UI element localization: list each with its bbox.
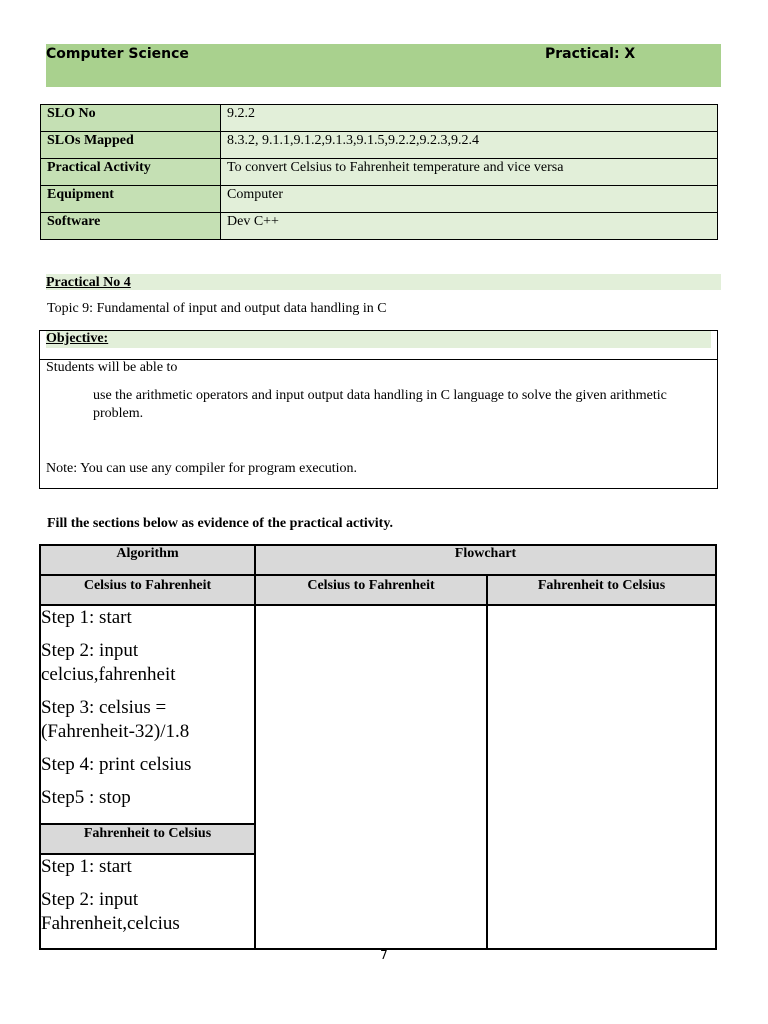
slo-table	[40, 104, 718, 240]
objective-box	[39, 330, 718, 489]
table-row	[41, 213, 718, 240]
flow-f2c-subheader: Fahrenheit to Celsius	[487, 575, 716, 605]
flowchart-f2c-area	[487, 605, 716, 949]
step-line: Step 2: input Fahrenheit,celcius	[41, 889, 180, 934]
fill-instruction: Fill the sections below as evidence of the practical activity.	[47, 516, 394, 531]
slo-key: SLOs Mapped	[41, 132, 221, 159]
slo-key: Practical Activity	[41, 159, 221, 186]
slo-key: Software	[41, 213, 221, 240]
slo-value: To convert Celsius to Fahrenheit temperature and vice versa	[221, 159, 718, 186]
table-row	[41, 105, 718, 132]
flowchart-c2f-area	[255, 605, 487, 949]
algorithm-header: Algorithm	[40, 545, 255, 575]
practical-label: Practical: X	[545, 46, 636, 62]
step-line: Step 2: input celcius,fahrenheit	[41, 640, 176, 685]
step-line: Step 1: start	[41, 607, 132, 628]
algo-f2c-subheader: Fahrenheit to Celsius	[40, 824, 255, 854]
slo-value: 9.2.2	[221, 105, 718, 132]
objective-text: use the arithmetic operators and input output data handling in C language to solve the given arithmetic problem.	[93, 388, 667, 421]
flow-c2f-subheader: Celsius to Fahrenheit	[255, 575, 487, 605]
step-line: Step 4: print celsius	[41, 754, 192, 775]
table-row	[41, 159, 718, 186]
topic-line: Topic 9: Fundamental of input and output data handling in C	[47, 301, 387, 316]
practical-number: Practical No 4	[46, 274, 721, 290]
algo-c2f-subheader: Celsius to Fahrenheit	[40, 575, 255, 605]
step-line: Step 3: celsius = (Fahrenheit-32)/1.8	[41, 697, 190, 742]
table-row	[41, 132, 718, 159]
slo-key: SLO No	[41, 105, 221, 132]
f2c-steps	[40, 854, 255, 949]
table-row	[41, 186, 718, 213]
slo-key: Equipment	[41, 186, 221, 213]
flowchart-header: Flowchart	[255, 545, 716, 575]
subject-title: Computer Science	[46, 46, 189, 62]
objective-intro: Students will be able to	[46, 360, 178, 375]
objective-note: Note: You can use any compiler for program execution.	[46, 461, 358, 476]
algorithm-table	[39, 544, 717, 950]
step-line: Step5 : stop	[41, 787, 131, 808]
slo-value: Dev C++	[221, 213, 718, 240]
header-bar	[46, 44, 721, 87]
step-line: Step 1: start	[41, 856, 132, 877]
slo-value: Computer	[221, 186, 718, 213]
c2f-steps	[40, 605, 255, 824]
slo-value: 8.3.2, 9.1.1,9.1.2,9.1.3,9.1.5,9.2.2,9.2.3,9.2.4	[221, 132, 718, 159]
page-number: 7	[380, 948, 388, 962]
objective-heading: Objective:	[46, 331, 711, 348]
